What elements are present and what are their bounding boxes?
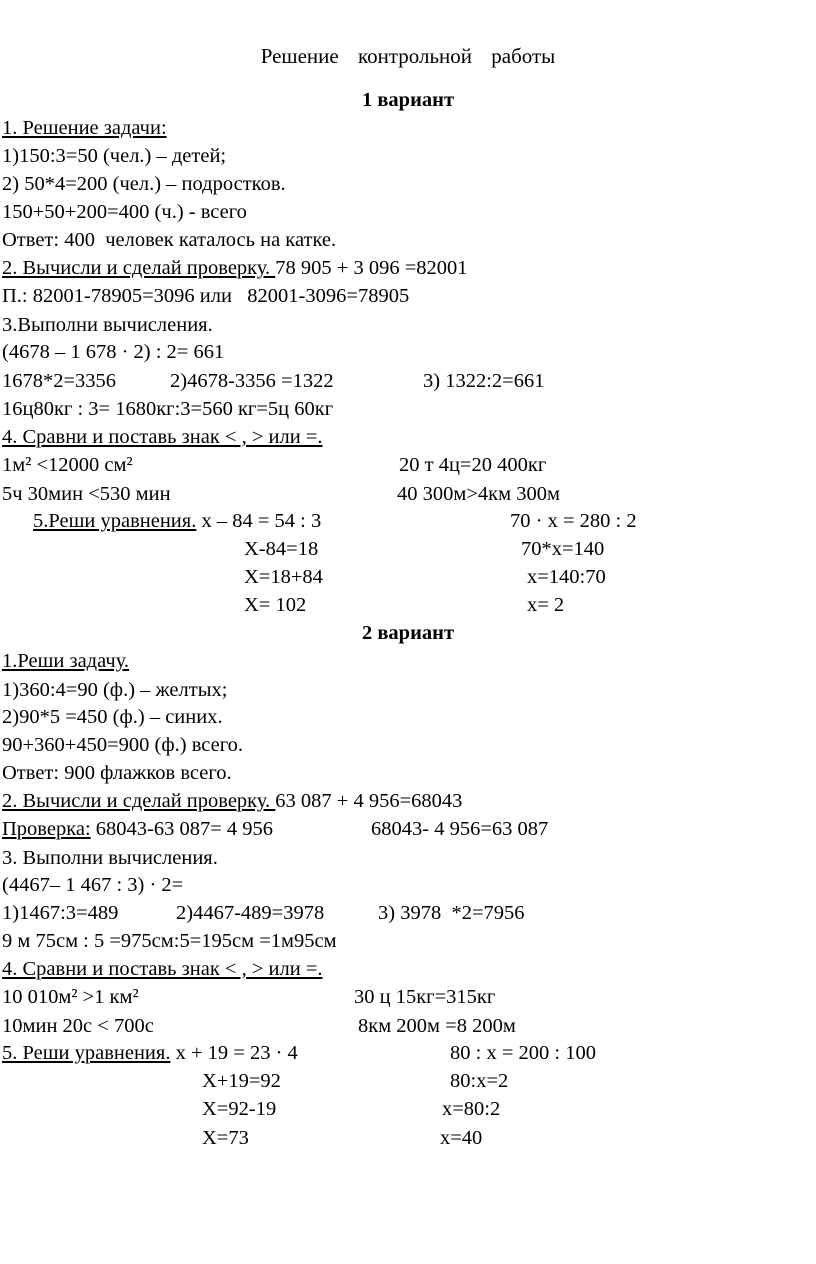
- v1-task1-line3: 150+50+200=400 (ч.) - всего: [2, 201, 247, 223]
- v1-task5-heading: 5.Реши уравнения.: [33, 510, 197, 532]
- v2-task5-heading: 5. Реши уравнения.: [2, 1042, 171, 1064]
- v1-task4-comparison-c: 5ч 30мин <530 мин: [2, 483, 171, 505]
- v2-task5-eq1-step2: Х=92-19: [202, 1098, 277, 1120]
- v2-task5-eq2-result: х=40: [440, 1127, 483, 1149]
- v2-task2-row: [2, 789, 462, 813]
- variant-1-heading: 1 вариант: [361, 89, 455, 111]
- v2-task2-expression: 63 087 + 4 956=68043: [275, 790, 463, 812]
- v2-task4-comparison-b: 30 ц 15кг=315кг: [354, 986, 496, 1008]
- v1-task5-row: [33, 509, 321, 533]
- v1-task4-heading: 4. Сравни и поставь знак < , > или =.: [2, 426, 323, 448]
- v2-task5-eq1-step1: Х+19=92: [202, 1070, 281, 1092]
- v2-task1-line3: 90+360+450=900 (ф.) всего.: [2, 734, 244, 756]
- v1-task1-line1: 1)150:3=50 (чел.) – детей;: [2, 145, 227, 167]
- v1-task5-eq1-step2: Х=18+84: [244, 566, 323, 588]
- v2-task4-comparison-c: 10мин 20с < 700с: [2, 1015, 154, 1037]
- v1-task2-heading: 2. Вычисли и сделай проверку.: [2, 257, 276, 279]
- v2-task2-check-b: 68043- 4 956=63 087: [371, 818, 549, 840]
- v2-task3-conversion: 9 м 75см : 5 =975см:5=195см =1м95см: [2, 930, 337, 952]
- v1-task1-heading: 1. Решение задачи:: [2, 117, 167, 139]
- v2-task5-eq2-step1: 80:х=2: [450, 1070, 509, 1092]
- v1-task2-check: П.: 82001-78905=3096 или 82001-3096=78905: [2, 285, 410, 307]
- v2-task5-equation2: 80 : х = 200 : 100: [450, 1042, 596, 1064]
- v2-task1-heading: 1.Реши задачу.: [2, 650, 130, 672]
- v1-task1-answer: Ответ: 400 человек каталось на катке.: [2, 229, 337, 251]
- v1-task5-eq1-step1: Х-84=18: [244, 538, 319, 560]
- v1-task3-expression: (4678 – 1 678 · 2) : 2= 661: [2, 341, 225, 363]
- v1-task3-heading: 3.Выполни вычисления.: [2, 314, 213, 336]
- v2-task5-row: [2, 1041, 298, 1065]
- v2-task3-expression: (4467– 1 467 : 3) · 2=: [2, 874, 184, 896]
- v2-task2-check-label: Проверка:: [2, 818, 91, 840]
- v1-task5-eq2-result: х= 2: [527, 594, 565, 616]
- v2-task1-answer: Ответ: 900 флажков всего.: [2, 762, 232, 784]
- v2-task3-heading: 3. Выполни вычисления.: [2, 847, 218, 869]
- variant-2-heading: 2 вариант: [361, 622, 455, 644]
- v1-task3-conversion: 16ц80кг : 3= 1680кг:3=560 кг=5ц 60кг: [2, 398, 334, 420]
- v1-task4-comparison-b: 20 т 4ц=20 400кг: [399, 454, 547, 476]
- v1-task5-eq2-step2: х=140:70: [527, 566, 606, 588]
- page-title: Решение контрольной работы: [260, 44, 556, 68]
- v2-task3-step2: 2)4467-489=3978: [176, 902, 325, 924]
- v2-task5-eq2-step2: х=80:2: [442, 1098, 501, 1120]
- v1-task5-eq1-result: Х= 102: [244, 594, 307, 616]
- v1-task1-line2: 2) 50*4=200 (чел.) – подростков.: [2, 173, 286, 195]
- v2-task2-check-a: 68043-63 087= 4 956: [90, 818, 274, 840]
- v2-task3-step1: 1)1467:3=489: [2, 902, 119, 924]
- v1-task5-equation2: 70 · х = 280 : 2: [510, 510, 637, 532]
- v2-task3-step3: 3) 3978 *2=7956: [378, 902, 525, 924]
- v1-task4-comparison-a: 1м² <12000 см²: [2, 454, 133, 476]
- v1-task5-eq2-step1: 70*х=140: [521, 538, 605, 560]
- v2-task4-heading: 4. Сравни и поставь знак < , > или =.: [2, 958, 323, 980]
- v1-task4-comparison-d: 40 300м>4км 300м: [397, 483, 560, 505]
- v1-task5-equation1: х – 84 = 54 : 3: [196, 510, 322, 532]
- v2-task5-equation1: х + 19 = 23 · 4: [170, 1042, 298, 1064]
- v1-task3-step3: 3) 1322:2=661: [423, 370, 545, 392]
- v1-task3-step1: 1678*2=3356: [2, 370, 117, 392]
- v2-task1-line2: 2)90*5 =450 (ф.) – синих.: [2, 706, 223, 728]
- v1-task2-row: [2, 256, 468, 280]
- v2-task4-comparison-a: 10 010м² >1 км²: [2, 986, 139, 1008]
- v2-task2-heading: 2. Вычисли и сделай проверку.: [2, 790, 276, 812]
- v2-task4-comparison-d: 8км 200м =8 200м: [358, 1015, 516, 1037]
- v2-task5-eq1-result: Х=73: [202, 1127, 249, 1149]
- v2-task2-check-row: [2, 817, 273, 841]
- v1-task3-step2: 2)4678-3356 =1322: [170, 370, 334, 392]
- v2-task1-line1: 1)360:4=90 (ф.) – желтых;: [2, 679, 228, 701]
- v1-task2-expression: 78 905 + 3 096 =82001: [275, 257, 468, 279]
